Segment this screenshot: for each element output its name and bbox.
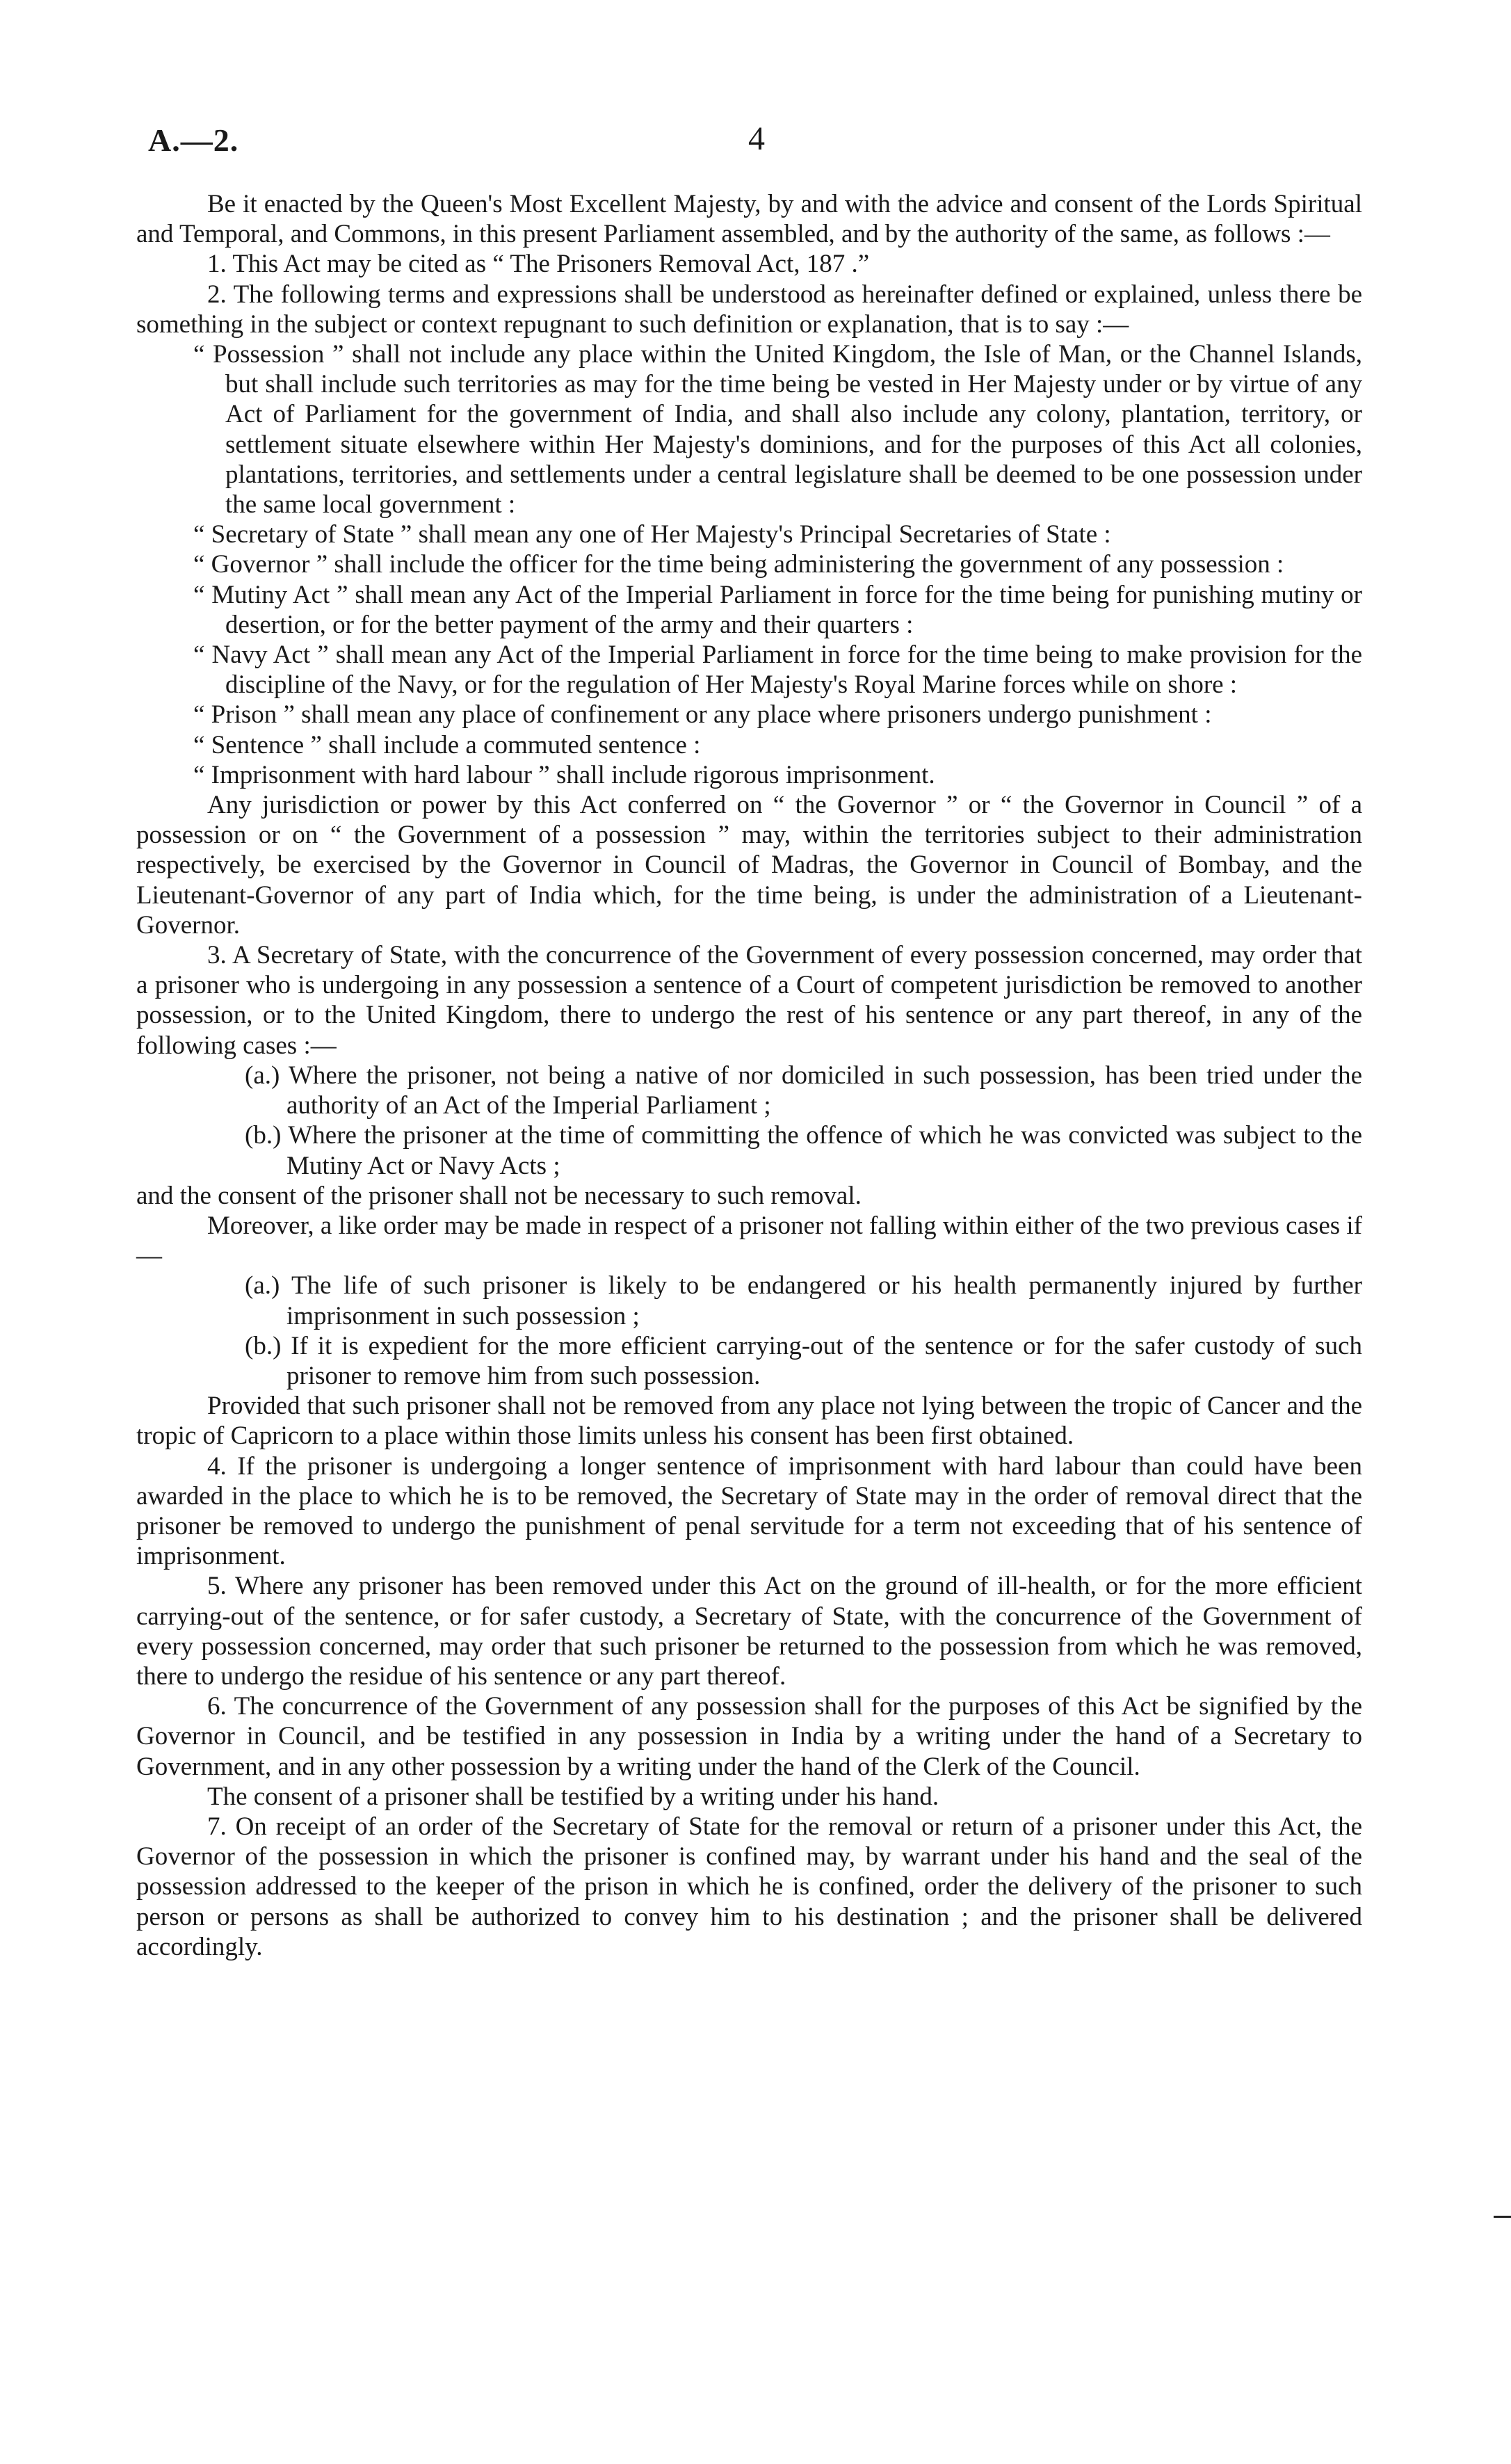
definition-secretary-of-state: “ Secretary of State ” shall mean any one of Her Majesty's Principal Secretaries of State : (193, 520, 1111, 549)
definition-governor: “ Governor ” shall include the officer for the time being administering the government of any possession : (193, 550, 1284, 579)
definition-possession: “ Possession ” shall not include any place within the United Kingdom, the Isle of Man, or the Channel Islands, but shall include such territories as may for the time being be vested in Her Majesty under or by virtue of any Act of Parliament for the government of India, and shall also include any colony, plantation, territory, or settlement situate elsewhere within Her Majesty's dominions, and for the purposes of this Act all colonies, plantations, territories, and settlements under a central legislature shall be deemed to be one possession under the same local government : (193, 340, 1362, 520)
act-text (136, 189, 1362, 1962)
margin-mark (1494, 2216, 1511, 2218)
prisoner-consent-paragraph: The consent of a prisoner shall be testified by a writing under his hand. (207, 1782, 939, 1811)
document-reference: A.—2. (148, 122, 239, 158)
section-3-case-b: (b.) Where the prisoner at the time of committing the offence of which he was convicted was subject to the Mutiny Act or Navy Acts ; (245, 1121, 1362, 1180)
section-3: 3. A Secretary of State, with the concurrence of the Government of every possession concerned, may order that a prisoner who is undergoing in any possession a sentence of a Court of competent jurisdiction be removed to another possession, or to the United Kingdom, there to undergo the rest of his sentence or any part thereof, in any of the following cases :— (136, 941, 1362, 1060)
section-2: 2. The following terms and expressions shall be understood as hereinafter defined or explained, unless there be something in the subject or context repugnant to such definition or explanation, that is to say :— (136, 280, 1362, 339)
moreover-paragraph: Moreover, a like order may be made in respect of a prisoner not falling within either of the two previous cases if— (136, 1211, 1362, 1271)
section-1: 1. This Act may be cited as “ The Prisoners Removal Act, 187 .” (207, 250, 870, 279)
proviso-paragraph: Provided that such prisoner shall not be removed from any place not lying between the tropic of Cancer and the tropic of Capricorn to a place within those limits unless his consent has been first obtained. (136, 1392, 1362, 1451)
enacting-clause: Be it enacted by the Queen's Most Excellent Majesty, by and with the advice and consent of the Lords Spiritual and Temporal, and Commons, in this present Parliament assembled, and by the authority of the same, as follows :— (136, 190, 1362, 249)
section-4: 4. If the prisoner is undergoing a longer sentence of imprisonment with hard labour than could have been awarded in the place to which he is to be removed, the Secretary of State may in the order of removal direct that the prisoner be removed to undergo the punishment of penal servitude for a term not exceeding that of his sentence of imprisonment. (136, 1451, 1362, 1571)
definition-navy-act: “ Navy Act ” shall mean any Act of the Imperial Parliament in force for the time being to make provision for the discipline of the Navy, or for the regulation of Her Majesty's Royal Marine forces while on shore : (193, 641, 1362, 700)
section-6: 6. The concurrence of the Government of any possession shall for the purposes of this Act be signified by the Governor in Council, and be testified in any possession in India by a writing under the hand of a Secretary to Government, and in any other possession by a writing under the hand of the Clerk of the Council. (136, 1692, 1362, 1781)
moreover-case-b: (b.) If it is expedient for the more efficient carrying-out of the sentence or for the safer custody of such prisoner to remove him from such possession. (245, 1331, 1362, 1390)
page-number: 4 (748, 120, 765, 157)
definition-imprisonment: “ Imprisonment with hard labour ” shall include rigorous imprisonment. (193, 760, 935, 789)
section-7: 7. On receipt of an order of the Secretary of State for the removal or return of a prisoner under this Act, the Governor of the possession in which the prisoner is confined may, by warrant under his hand and the seal of the possession addressed to the keeper of the prison in which he is confined, order the delivery of the prisoner to such person or persons as shall be authorized to convey him to his destination ; and the prisoner shall be delivered accordingly. (136, 1812, 1362, 1961)
definition-sentence: “ Sentence ” shall include a commuted sentence : (193, 730, 701, 759)
definition-mutiny-act: “ Mutiny Act ” shall mean any Act of the Imperial Parliament in force for the time being for punishing mutiny or desertion, or for the better payment of the army and their quarters : (193, 580, 1362, 639)
definition-prison: “ Prison ” shall mean any place of confinement or any place where prisoners undergo punishment : (193, 700, 1212, 730)
section-5: 5. Where any prisoner has been removed under this Act on the ground of ill-health, or for the more efficient carrying-out of the sentence, or for safer custody, a Secretary of State, with the concurrence of the Government of every possession concerned, may order that such prisoner be returned to the possession from which he was removed, there to undergo the residue of his sentence or any part thereof. (136, 1572, 1362, 1691)
section-3-case-a: (a.) Where the prisoner, not being a native of nor domiciled in such possession, has been tried under the authority of an Act of the Imperial Parliament ; (245, 1061, 1362, 1120)
consent-clause: and the consent of the prisoner shall not be necessary to such removal. (136, 1181, 862, 1210)
moreover-case-a: (a.) The life of such prisoner is likely to be endangered or his health permanently injured by further imprisonment in such possession ; (245, 1271, 1362, 1330)
jurisdiction-paragraph: Any jurisdiction or power by this Act conferred on “ the Governor ” or “ the Governor in Council ” of a possession or on “ the Government of a possession ” may, within the territories subject to their administration respectively, be exercised by the Governor in Council of Madras, the Governor in Council of Bombay, and the Lieutenant-Governor of any part of India which, for the time being, is under the administration of a Lieutenant-Governor. (136, 791, 1362, 940)
